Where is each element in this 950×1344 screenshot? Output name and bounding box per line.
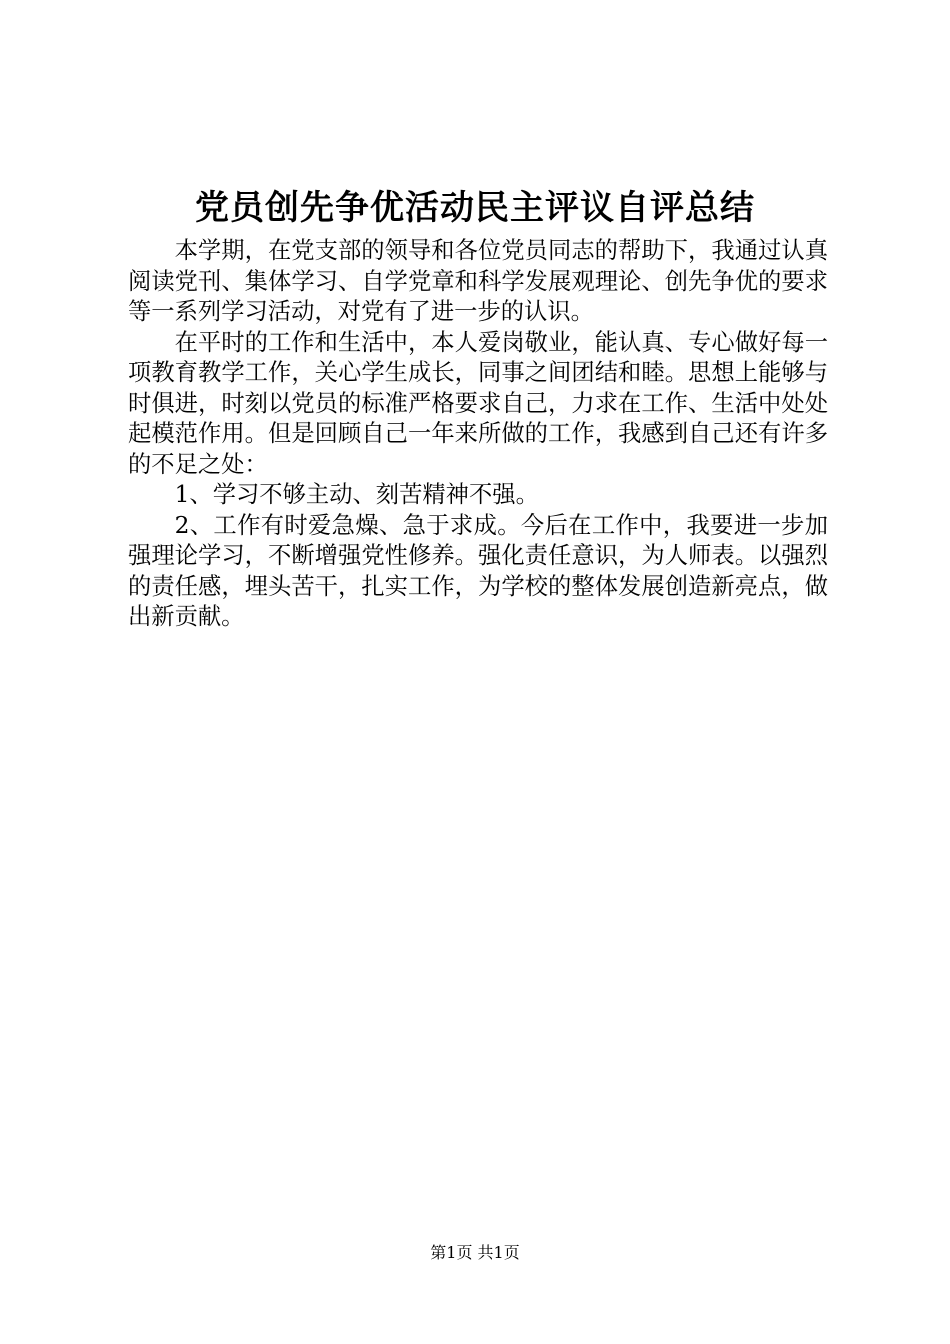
document-body — [128, 236, 828, 633]
paragraph-shortcoming-1: 1、学习不够主动、刻苦精神不强。 — [174, 481, 539, 508]
paragraph-shortcoming-2: 2、工作有时爱急燥、急于求成。今后在工作中，我要进一步加强理论学习，不断增强党性修养。强化责任意识，为人师表。以强烈的责任感，埋头苦干，扎实工作，为学校的整体发展创造新亮点，做出新贡献。 — [128, 511, 828, 630]
page-footer: 第1页 共1页 — [430, 1243, 520, 1262]
paragraph-intro: 本学期，在党支部的领导和各位党员同志的帮助下，我通过认真阅读党刊、集体学习、自学党章和科学发展观理论、创先争优的要求等一系列学习活动，对党有了进一步的认识。 — [128, 237, 828, 325]
paragraph-work: 在平时的工作和生活中，本人爱岗敬业，能认真、专心做好每一项教育教学工作，关心学生成长，同事之间团结和睦。思想上能够与时俱进，时刻以党员的标准严格要求自己，力求在工作、生活中处处起模范作用。但是回顾自己一年来所做的工作，我感到自己还有许多的不足之处： — [128, 328, 828, 478]
document-title: 党员创先争优活动民主评议自评总结 — [195, 188, 755, 228]
